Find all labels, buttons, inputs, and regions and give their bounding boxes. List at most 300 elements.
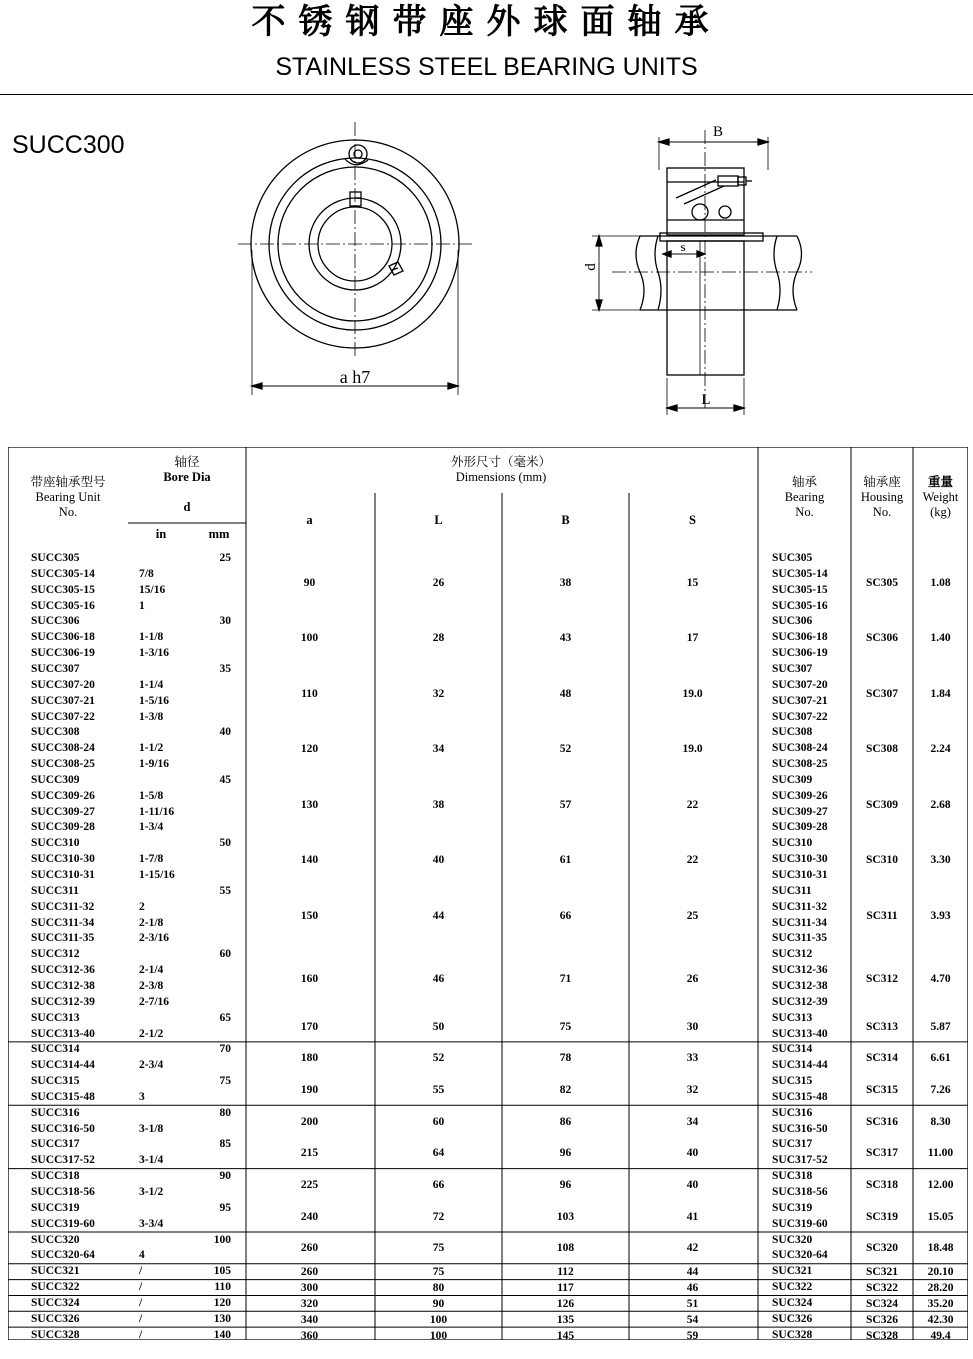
bore-in-cell: /: [139, 1312, 143, 1325]
unit-no-cell: SUCC307-21: [31, 694, 95, 707]
dim-a-cell: 360: [300, 1329, 319, 1342]
bore-in-cell: 1-1/4: [139, 678, 164, 691]
bearing-no-cell: SUC307: [772, 662, 813, 675]
dim-a-cell: 150: [300, 909, 319, 922]
dim-s-cell: 59: [686, 1329, 699, 1342]
unit-no-cell: SUCC315: [31, 1075, 80, 1088]
unit-no-cell: SUCC305-16: [31, 599, 95, 612]
bearing-no-cell: SUC309-28: [772, 821, 828, 834]
dim-a-cell: 320: [300, 1297, 319, 1310]
weight-cell: 1.84: [930, 687, 951, 700]
header-bearing-en: Bearing: [784, 490, 825, 504]
unit-no-cell: SUCC312: [31, 948, 80, 961]
unit-no-cell: SUCC316: [31, 1106, 80, 1119]
bore-mm-cell: 120: [213, 1296, 231, 1309]
weight-cell: 4.70: [930, 972, 951, 985]
unit-no-cell: SUCC311-35: [31, 932, 95, 945]
housing-no-cell: SC308: [866, 743, 898, 756]
weight-cell: 35.20: [927, 1297, 954, 1310]
dim-b-cell: 112: [557, 1266, 574, 1279]
housing-no-cell: SC309: [866, 798, 898, 811]
weight-cell: 49.4: [930, 1329, 951, 1342]
bore-in-cell: 1-7/8: [139, 853, 164, 866]
dim-s-cell: 41: [686, 1210, 699, 1223]
dim-b-cell: 96: [559, 1179, 572, 1191]
dim-b-cell: 108: [556, 1242, 575, 1255]
bore-mm-cell: 95: [219, 1201, 231, 1214]
bearing-no-cell: SUC321: [772, 1265, 813, 1278]
dim-l-cell: 72: [432, 1210, 445, 1223]
unit-no-cell: SUCC305: [31, 552, 80, 564]
dim-l-cell: 100: [429, 1329, 448, 1342]
bearing-no-cell: SUC309-27: [772, 805, 828, 818]
housing-no-cell: SC315: [866, 1083, 898, 1096]
dim-b-cell: 103: [556, 1210, 575, 1223]
housing-no-cell: SC311: [866, 909, 898, 922]
unit-no-cell: SUCC307-22: [31, 710, 95, 723]
bearing-no-cell: SUC326: [772, 1312, 813, 1325]
dim-label-a: a h7: [339, 367, 371, 387]
bearing-no-cell: SUC318-56: [772, 1186, 828, 1198]
bearing-no-cell: SUC318: [772, 1170, 813, 1183]
bearing-no-cell: SUC311-35: [772, 932, 827, 945]
unit-no-cell: SUCC308: [31, 726, 80, 739]
dim-a-cell: 110: [301, 687, 318, 700]
header-unit-no-cn: 带座轴承型号: [30, 475, 106, 489]
bore-mm-cell: 110: [214, 1281, 231, 1294]
bearing-no-cell: SUC312: [772, 948, 813, 961]
bearing-no-cell: SUC313-40: [772, 1027, 828, 1040]
weight-cell: 12.00: [927, 1179, 954, 1191]
dim-l-cell: 44: [432, 909, 445, 922]
dim-s-cell: 26: [686, 972, 699, 985]
bore-in-cell: 2-3/8: [139, 979, 164, 992]
bearing-no-cell: SUC319-60: [772, 1217, 828, 1230]
unit-no-cell: SUCC306-18: [31, 631, 95, 644]
bearing-no-cell: SUC312-36: [772, 964, 828, 977]
bearing-no-cell: SUC315: [772, 1075, 813, 1088]
housing-no-cell: SC316: [866, 1115, 898, 1128]
bearing-no-cell: SUC305-16: [772, 599, 828, 612]
bore-in-cell: 1-1/2: [139, 742, 164, 755]
dim-a-cell: 160: [300, 972, 319, 985]
housing-no-cell: SC312: [866, 972, 898, 985]
bearing-no-cell: SUC315-48: [772, 1090, 828, 1103]
unit-no-cell: SUCC312-38: [31, 979, 95, 992]
bore-in-cell: /: [139, 1328, 143, 1341]
dim-a-cell: 215: [300, 1147, 319, 1160]
bore-in-cell: 3-3/4: [139, 1217, 164, 1230]
dim-b-cell: 78: [559, 1052, 572, 1065]
unit-no-cell: SUCC310-30: [31, 853, 95, 866]
weight-cell: 18.48: [927, 1242, 954, 1255]
unit-no-cell: SUCC309-27: [31, 805, 95, 818]
dim-s-cell: 19.0: [682, 743, 703, 756]
unit-no-cell: SUCC316-50: [31, 1122, 95, 1135]
unit-no-cell: SUCC312-39: [31, 995, 95, 1008]
bearing-no-cell: SUC307-22: [772, 710, 828, 723]
bore-in-cell: 1-5/8: [139, 789, 164, 802]
header-bore-d: d: [183, 500, 191, 514]
bearing-no-cell: SUC317-52: [772, 1154, 828, 1167]
housing-no-cell: SC305: [866, 576, 898, 589]
bearing-no-cell: SUC308-25: [772, 758, 828, 771]
bearing-no-cell: SUC312-39: [772, 995, 828, 1008]
bore-in-cell: 2-3/16: [139, 932, 170, 945]
bore-mm-cell: 40: [219, 726, 231, 739]
dim-b-cell: 52: [559, 743, 572, 756]
bore-in-cell: 2-7/16: [139, 995, 170, 1008]
weight-cell: 28.20: [927, 1282, 954, 1295]
housing-no-cell: SC310: [866, 854, 898, 867]
dim-l-cell: 60: [432, 1115, 445, 1128]
bearing-no-cell: SUC311-34: [772, 916, 827, 929]
dim-s-cell: 51: [686, 1297, 699, 1310]
bore-mm-cell: 140: [213, 1328, 231, 1341]
bearing-no-cell: SUC328: [772, 1328, 813, 1341]
unit-no-cell: SUCC309-26: [31, 789, 95, 802]
dim-s-cell: 44: [686, 1266, 699, 1279]
dim-l-cell: 100: [429, 1313, 448, 1326]
header-housing-en2: No.: [872, 505, 892, 519]
bore-in-cell: 2-3/4: [139, 1059, 164, 1072]
bearing-no-cell: SUC305: [772, 552, 813, 564]
dim-a-cell: 170: [300, 1020, 319, 1033]
weight-cell: 42.30: [927, 1313, 954, 1326]
bearing-no-cell: SUC320-64: [772, 1249, 828, 1262]
unit-no-cell: SUCC320: [31, 1233, 80, 1246]
header-weight-en: Weight: [922, 490, 959, 504]
header-a: a: [306, 513, 313, 527]
weight-cell: 7.26: [930, 1083, 951, 1096]
bore-mm-cell: 75: [219, 1075, 231, 1088]
dim-a-cell: 130: [300, 798, 319, 811]
dim-a-cell: 260: [300, 1266, 319, 1279]
dim-s-cell: 33: [686, 1052, 699, 1065]
housing-no-cell: SC320: [866, 1242, 898, 1255]
bearing-no-cell: SUC314: [772, 1043, 813, 1056]
unit-no-cell: SUCC311-34: [31, 916, 95, 929]
header-weight-unit: (kg): [930, 505, 951, 519]
dim-a-cell: 225: [300, 1179, 319, 1191]
bearing-unit-drawing: [0, 0, 973, 440]
weight-cell: 2.24: [930, 743, 951, 756]
bearing-no-cell: SUC324: [772, 1296, 813, 1309]
housing-no-cell: SC321: [866, 1266, 898, 1279]
header-s: S: [689, 513, 696, 527]
dim-b-cell: 61: [559, 854, 572, 867]
bore-mm-cell: 90: [219, 1170, 231, 1183]
dim-s-cell: 15: [686, 576, 699, 589]
bore-mm-cell: 50: [219, 837, 231, 850]
dim-a-cell: 340: [300, 1313, 319, 1326]
dim-s-cell: 54: [686, 1313, 699, 1326]
housing-no-cell: SC322: [866, 1282, 898, 1295]
bore-in-cell: /: [139, 1296, 143, 1309]
bore-mm-cell: 55: [219, 884, 231, 897]
dim-b-cell: 86: [559, 1115, 572, 1128]
bore-in-cell: 1-3/8: [139, 710, 164, 723]
bore-mm-cell: 60: [219, 948, 231, 961]
bore-in-cell: /: [139, 1281, 143, 1294]
dim-label-d: d: [583, 263, 599, 271]
dim-b-cell: 43: [559, 632, 572, 645]
dim-l-cell: 66: [432, 1179, 445, 1191]
unit-no-cell: SUCC321: [31, 1265, 80, 1278]
dim-a-cell: 190: [300, 1083, 319, 1096]
dim-l-cell: 32: [432, 687, 445, 700]
bearing-no-cell: SUC319: [772, 1201, 813, 1214]
dim-a-cell: 180: [300, 1052, 319, 1065]
dim-l-cell: 28: [432, 632, 445, 645]
unit-no-cell: SUCC315-48: [31, 1090, 95, 1103]
bore-in-cell: 4: [139, 1249, 145, 1262]
dim-b-cell: 96: [559, 1147, 572, 1160]
unit-no-cell: SUCC305-15: [31, 583, 95, 596]
header-l: L: [434, 513, 443, 527]
weight-cell: 6.61: [930, 1052, 951, 1065]
weight-cell: 1.40: [930, 632, 951, 645]
housing-no-cell: SC314: [866, 1052, 898, 1065]
dim-l-cell: 64: [432, 1147, 445, 1160]
header-bearing-cn: 轴承: [791, 475, 817, 489]
bore-mm-cell: 130: [213, 1312, 231, 1325]
bore-in-cell: 1-1/8: [139, 631, 164, 644]
unit-no-cell: SUCC313: [31, 1011, 80, 1024]
unit-no-cell: SUCC309-28: [31, 821, 95, 834]
bore-in-cell: 1-5/16: [139, 694, 170, 707]
dim-b-cell: 126: [556, 1297, 575, 1310]
header-unit-no-en: Bearing Unit: [35, 490, 101, 504]
bore-in-cell: 7/8: [139, 567, 154, 580]
bearing-no-cell: SUC306-19: [772, 647, 828, 660]
unit-no-cell: SUCC311: [31, 884, 79, 897]
bore-in-cell: 1-15/16: [139, 869, 175, 881]
header-bearing-en2: No.: [795, 505, 814, 519]
dim-l-cell: 55: [432, 1083, 445, 1096]
unit-no-cell: SUCC314-44: [31, 1059, 95, 1072]
unit-no-cell: SUCC317-52: [31, 1154, 95, 1167]
dim-a-cell: 100: [300, 632, 319, 645]
unit-no-cell: SUCC322: [31, 1281, 80, 1294]
bearing-no-cell: SUC309-26: [772, 789, 828, 802]
bore-mm-cell: 85: [219, 1138, 231, 1151]
weight-cell: 8.30: [930, 1115, 951, 1128]
header-housing-en: Housing: [860, 490, 904, 504]
dim-b-cell: 48: [559, 687, 572, 700]
housing-no-cell: SC318: [866, 1179, 898, 1191]
bore-mm-cell: 30: [219, 615, 231, 628]
dim-l-cell: 90: [432, 1297, 445, 1310]
side-view: [592, 130, 812, 415]
bearing-no-cell: SUC307-20: [772, 678, 828, 691]
header-dimensions-en: Dimensions (mm): [455, 470, 547, 484]
spec-table: [8, 447, 968, 1340]
dim-s-cell: 25: [686, 909, 699, 922]
bearing-no-cell: SUC316-50: [772, 1122, 828, 1135]
dim-l-cell: 38: [432, 798, 445, 811]
dim-l-cell: 46: [432, 972, 445, 985]
unit-no-cell: SUCC312-36: [31, 964, 95, 977]
bore-mm-cell: 25: [219, 552, 231, 564]
unit-no-cell: SUCC314: [31, 1043, 80, 1056]
unit-no-cell: SUCC307: [31, 662, 80, 675]
unit-no-cell: SUCC324: [31, 1296, 80, 1309]
bore-in-cell: 2-1/2: [139, 1027, 164, 1040]
bearing-no-cell: SUC316: [772, 1106, 813, 1119]
bore-in-cell: 3-1/2: [139, 1186, 164, 1198]
bore-mm-cell: 70: [219, 1043, 231, 1056]
bore-mm-cell: 105: [213, 1265, 231, 1278]
header-b: B: [561, 513, 570, 527]
dim-s-cell: 34: [686, 1115, 699, 1128]
bore-in-cell: 2: [139, 900, 145, 913]
dim-s-cell: 30: [686, 1020, 699, 1033]
bearing-no-cell: SUC305-15: [772, 583, 828, 596]
weight-cell: 11.00: [927, 1147, 954, 1160]
bearing-no-cell: SUC308: [772, 726, 813, 739]
bore-in-cell: 2-1/8: [139, 916, 164, 929]
unit-no-cell: SUCC326: [31, 1312, 80, 1325]
dim-a-cell: 140: [300, 854, 319, 867]
dim-a-cell: 90: [303, 576, 316, 589]
bearing-no-cell: SUC312-38: [772, 979, 828, 992]
weight-cell: 2.68: [930, 798, 951, 811]
dim-l-cell: 34: [432, 743, 445, 756]
bore-in-cell: 2-1/4: [139, 964, 164, 977]
dim-s-cell: 40: [686, 1179, 699, 1191]
bore-in-cell: 3-1/8: [139, 1122, 164, 1135]
dim-l-cell: 80: [432, 1282, 445, 1295]
front-view: [238, 122, 475, 395]
weight-cell: 1.08: [930, 576, 951, 589]
dim-b-cell: 66: [559, 909, 572, 922]
dim-s-cell: 42: [686, 1242, 699, 1255]
housing-no-cell: SC313: [866, 1020, 898, 1033]
dim-l-cell: 52: [432, 1052, 445, 1065]
bearing-no-cell: SUC310-31: [772, 869, 828, 881]
header-in: in: [155, 527, 167, 541]
bore-in-cell: 15/16: [139, 583, 166, 596]
header-housing-cn: 轴承座: [863, 475, 901, 489]
housing-no-cell: SC324: [866, 1297, 898, 1310]
header-dimensions-cn: 外形尺寸（毫米）: [450, 455, 551, 469]
dim-l-cell: 40: [432, 854, 445, 867]
unit-no-cell: SUCC313-40: [31, 1027, 95, 1040]
page-title-english: STAINLESS STEEL BEARING UNITS: [275, 53, 698, 81]
dim-label-s: s: [680, 239, 686, 254]
dim-b-cell: 135: [556, 1313, 575, 1326]
weight-cell: 15.05: [927, 1210, 954, 1223]
bearing-no-cell: SUC306-18: [772, 631, 828, 644]
dim-b-cell: 82: [559, 1083, 572, 1096]
bearing-no-cell: SUC317: [772, 1138, 813, 1151]
bearing-no-cell: SUC313: [772, 1011, 813, 1024]
dim-s-cell: 46: [686, 1282, 699, 1295]
weight-cell: 3.30: [930, 854, 951, 867]
dim-b-cell: 57: [559, 798, 572, 811]
bore-in-cell: 1-9/16: [139, 758, 170, 771]
bore-mm-cell: 45: [219, 773, 231, 786]
dim-b-cell: 145: [556, 1329, 575, 1342]
unit-no-cell: SUCC306: [31, 615, 80, 628]
housing-no-cell: SC319: [866, 1210, 898, 1223]
dim-l-cell: 75: [432, 1266, 445, 1279]
dim-a-cell: 120: [300, 743, 319, 756]
bearing-no-cell: SUC310: [772, 837, 813, 850]
housing-no-cell: SC317: [866, 1147, 898, 1160]
bore-in-cell: 1-3/16: [139, 647, 170, 660]
unit-no-cell: SUCC310-31: [31, 869, 95, 881]
dim-label-b: B: [712, 124, 724, 140]
dim-l-cell: 50: [432, 1020, 445, 1033]
header-bore-en: Bore Dia: [163, 470, 211, 484]
bearing-no-cell: SUC308-24: [772, 742, 828, 755]
bore-in-cell: 1-3/4: [139, 821, 164, 834]
bearing-no-cell: SUC306: [772, 615, 813, 628]
header-unit-no-en2: No.: [58, 505, 78, 519]
dim-b-cell: 71: [559, 972, 572, 985]
bore-in-cell: 3: [139, 1090, 145, 1103]
dim-l-cell: 26: [432, 576, 445, 589]
dim-s-cell: 32: [686, 1083, 699, 1096]
bearing-no-cell: SUC320: [772, 1233, 813, 1246]
dim-s-cell: 19.0: [682, 687, 703, 700]
weight-cell: 5.87: [930, 1020, 951, 1033]
unit-no-cell: SUCC308-25: [31, 758, 95, 771]
bore-in-cell: 1-11/16: [139, 805, 175, 818]
dim-b-cell: 117: [557, 1282, 574, 1295]
housing-no-cell: SC326: [866, 1313, 898, 1326]
unit-no-cell: SUCC317: [31, 1138, 80, 1151]
bearing-no-cell: SUC305-14: [772, 567, 828, 580]
unit-no-cell: SUCC306-19: [31, 647, 95, 660]
bore-in-cell: /: [139, 1265, 143, 1278]
bearing-no-cell: SUC309: [772, 773, 813, 786]
unit-no-cell: SUCC319: [31, 1201, 80, 1214]
dim-l-cell: 75: [432, 1242, 445, 1255]
bearing-no-cell: SUC322: [772, 1281, 813, 1294]
dim-s-cell: 22: [686, 854, 699, 867]
unit-no-cell: SUCC320-64: [31, 1249, 95, 1262]
dim-s-cell: 40: [686, 1147, 699, 1160]
dim-a-cell: 240: [300, 1210, 319, 1223]
bore-in-cell: 3-1/4: [139, 1154, 164, 1167]
unit-no-cell: SUCC328: [31, 1328, 80, 1341]
unit-no-cell: SUCC311-32: [31, 900, 95, 913]
housing-no-cell: SC328: [866, 1329, 898, 1342]
header-weight-cn: 重量: [927, 475, 953, 489]
dim-a-cell: 260: [300, 1242, 319, 1255]
dim-b-cell: 38: [559, 576, 572, 589]
bore-mm-cell: 100: [213, 1233, 231, 1246]
housing-no-cell: SC306: [866, 632, 898, 645]
weight-cell: 20.10: [927, 1266, 954, 1279]
bore-mm-cell: 65: [219, 1011, 231, 1024]
bearing-no-cell: SUC314-44: [772, 1059, 828, 1072]
unit-no-cell: SUCC318-56: [31, 1186, 95, 1198]
unit-no-cell: SUCC307-20: [31, 678, 95, 691]
bearing-no-cell: SUC311-32: [772, 900, 827, 913]
unit-no-cell: SUCC310: [31, 837, 80, 850]
dim-b-cell: 75: [559, 1020, 572, 1033]
dim-s-cell: 17: [686, 632, 699, 645]
page-title-chinese: 不锈钢带座外球面轴承: [251, 2, 722, 42]
unit-no-cell: SUCC308-24: [31, 742, 95, 755]
bore-in-cell: 1: [139, 599, 145, 612]
dim-a-cell: 200: [300, 1115, 319, 1128]
weight-cell: 3.93: [930, 909, 951, 922]
